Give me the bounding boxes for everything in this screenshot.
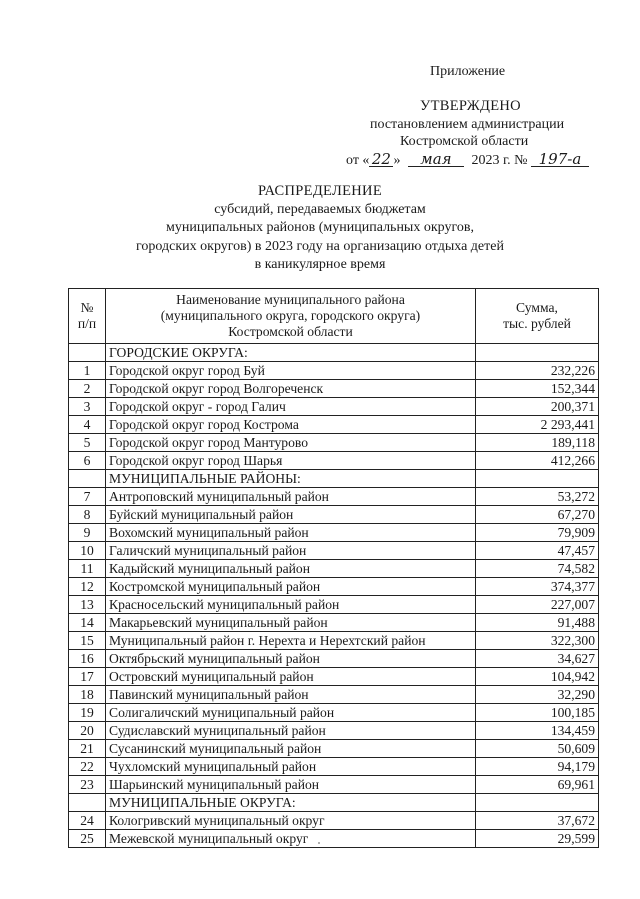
row-number	[69, 470, 106, 488]
row-name: Городской округ - город Галич	[106, 398, 476, 416]
row-value: 104,942	[476, 668, 599, 686]
row-value: 189,118	[476, 434, 599, 452]
section-row	[69, 470, 599, 488]
header-sum-line1: Сумма,	[516, 300, 558, 315]
table-row	[69, 434, 599, 452]
table-row	[69, 416, 599, 434]
section-row	[69, 344, 599, 362]
header-name-line2: (муниципального округа, городского округа)	[160, 308, 421, 323]
row-name: Межевской муниципальный округ	[106, 830, 476, 848]
header-name-line1: Наименование муниципального района	[176, 292, 405, 307]
row-value: 322,300	[476, 632, 599, 650]
row-name: Октябрьский муниципальный район	[106, 650, 476, 668]
table-row	[69, 362, 599, 380]
row-name: МУНИЦИПАЛЬНЫЕ ОКРУГА:	[106, 794, 476, 812]
row-number	[69, 794, 106, 812]
row-number: 19	[69, 704, 106, 722]
table-row	[69, 758, 599, 776]
table-row	[69, 524, 599, 542]
row-name: Чухломский муниципальный район	[106, 758, 476, 776]
row-name: Муниципальный район г. Нерехта и Нерехтский район	[106, 632, 476, 650]
header-name	[106, 289, 476, 344]
date-line	[346, 152, 589, 169]
row-number: 24	[69, 812, 106, 830]
row-name: Городской округ город Буй	[106, 362, 476, 380]
row-value: 152,344	[476, 380, 599, 398]
row-name: Вохомский муниципальный район	[106, 524, 476, 542]
row-value: 91,488	[476, 614, 599, 632]
year-text: 2023 г. №	[471, 153, 528, 168]
table-row	[69, 614, 599, 632]
table-row	[69, 740, 599, 758]
row-value: 37,672	[476, 812, 599, 830]
table-row	[69, 560, 599, 578]
table-row	[69, 596, 599, 614]
row-name: Островский муниципальный район	[106, 668, 476, 686]
row-number: 5	[69, 434, 106, 452]
table-row	[69, 668, 599, 686]
row-value: 2 293,441	[476, 416, 599, 434]
row-number: 4	[69, 416, 106, 434]
row-number: 25	[69, 830, 106, 848]
row-value: 53,272	[476, 488, 599, 506]
table-row	[69, 722, 599, 740]
row-name: Судиславский муниципальный район	[106, 722, 476, 740]
table-row	[69, 650, 599, 668]
table-header-row	[69, 289, 599, 344]
header-number-line1: №	[80, 300, 94, 315]
row-number: 1	[69, 362, 106, 380]
row-value: 74,582	[476, 560, 599, 578]
row-number: 20	[69, 722, 106, 740]
row-number: 11	[69, 560, 106, 578]
row-value: 50,609	[476, 740, 599, 758]
table-row	[69, 686, 599, 704]
region-line: Костромской области	[400, 134, 529, 149]
row-value: 69,961	[476, 776, 599, 794]
table-row	[69, 506, 599, 524]
row-name: Шарьинский муниципальный район	[106, 776, 476, 794]
row-number: 15	[69, 632, 106, 650]
row-number: 23	[69, 776, 106, 794]
row-value: 232,226	[476, 362, 599, 380]
table-row	[69, 542, 599, 560]
row-name: Кологривский муниципальный округ	[106, 812, 476, 830]
title-line-4: городских округов) в 2023 году на организацию отдыха детей	[136, 238, 504, 254]
table-row	[69, 704, 599, 722]
table-row	[69, 398, 599, 416]
table-row	[69, 830, 599, 848]
row-value: 94,179	[476, 758, 599, 776]
row-name: Сусанинский муниципальный район	[106, 740, 476, 758]
row-number: 22	[69, 758, 106, 776]
row-name: Антроповский муниципальный район	[106, 488, 476, 506]
row-value	[476, 794, 599, 812]
date-mid: »	[393, 153, 401, 168]
row-name: Галичский муниципальный район	[106, 542, 476, 560]
row-value: 100,185	[476, 704, 599, 722]
row-number: 12	[69, 578, 106, 596]
row-name: Буйский муниципальный район	[106, 506, 476, 524]
header-sum	[476, 289, 599, 344]
table-row	[69, 578, 599, 596]
table-row	[69, 776, 599, 794]
title-line-5: в каникулярное время	[254, 257, 386, 272]
row-name: Городской округ город Кострома	[106, 416, 476, 434]
row-number: 9	[69, 524, 106, 542]
row-value	[476, 470, 599, 488]
subsidy-table	[68, 288, 599, 848]
handwritten-month: мая	[408, 152, 464, 167]
row-value: 32,290	[476, 686, 599, 704]
row-value: 79,909	[476, 524, 599, 542]
row-value: 200,371	[476, 398, 599, 416]
title-line-1: РАСПРЕДЕЛЕНИЕ	[258, 183, 382, 199]
row-value: 67,270	[476, 506, 599, 524]
row-number: 13	[69, 596, 106, 614]
row-name: Костромской муниципальный район	[106, 578, 476, 596]
table-row	[69, 380, 599, 398]
row-value: 134,459	[476, 722, 599, 740]
row-number: 17	[69, 668, 106, 686]
row-name: ГОРОДСКИЕ ОКРУГА:	[106, 344, 476, 362]
row-name: Солигаличский муниципальный район	[106, 704, 476, 722]
header-sum-line2: тыс. рублей	[503, 316, 571, 331]
row-number: 6	[69, 452, 106, 470]
row-number: 16	[69, 650, 106, 668]
row-number: 18	[69, 686, 106, 704]
section-row	[69, 794, 599, 812]
header-name-line3: Костромской области	[228, 324, 353, 339]
resolution-line: постановлением администрации	[370, 117, 565, 132]
row-value	[476, 344, 599, 362]
row-name: Кадыйский муниципальный район	[106, 560, 476, 578]
approved-heading: УТВЕРЖДЕНО	[420, 98, 521, 114]
title-line-2: субсидий, передаваемых бюджетам	[214, 201, 426, 217]
row-name: Городской округ город Мантурово	[106, 434, 476, 452]
handwritten-number: 197-а	[531, 152, 589, 167]
row-name: Городской округ город Шарья	[106, 452, 476, 470]
row-value: 34,627	[476, 650, 599, 668]
table-row	[69, 812, 599, 830]
header-number	[69, 289, 106, 344]
table-row	[69, 452, 599, 470]
row-value: 29,599	[476, 830, 599, 848]
row-number: 3	[69, 398, 106, 416]
row-value: 47,457	[476, 542, 599, 560]
row-number: 2	[69, 380, 106, 398]
handwritten-day: 22	[369, 152, 393, 167]
row-number: 14	[69, 614, 106, 632]
row-name: Городской округ город Волгореченск	[106, 380, 476, 398]
row-value: 227,007	[476, 596, 599, 614]
row-number	[69, 344, 106, 362]
row-value: 412,266	[476, 452, 599, 470]
document-title	[0, 182, 640, 275]
scan-speck	[318, 842, 320, 844]
row-number: 8	[69, 506, 106, 524]
header-number-line2: п/п	[77, 316, 97, 331]
appendix-label: Приложение	[430, 64, 506, 79]
row-name: МУНИЦИПАЛЬНЫЕ РАЙОНЫ:	[106, 470, 476, 488]
table-row	[69, 488, 599, 506]
date-prefix: от «	[346, 153, 370, 168]
row-name: Красносельский муниципальный район	[106, 596, 476, 614]
row-name: Павинский муниципальный район	[106, 686, 476, 704]
row-value: 374,377	[476, 578, 599, 596]
row-number: 21	[69, 740, 106, 758]
row-name: Макарьевский муниципальный район	[106, 614, 476, 632]
row-number: 7	[69, 488, 106, 506]
row-number: 10	[69, 542, 106, 560]
table-row	[69, 632, 599, 650]
title-line-3: муниципальных районов (муниципальных округов,	[166, 220, 474, 235]
